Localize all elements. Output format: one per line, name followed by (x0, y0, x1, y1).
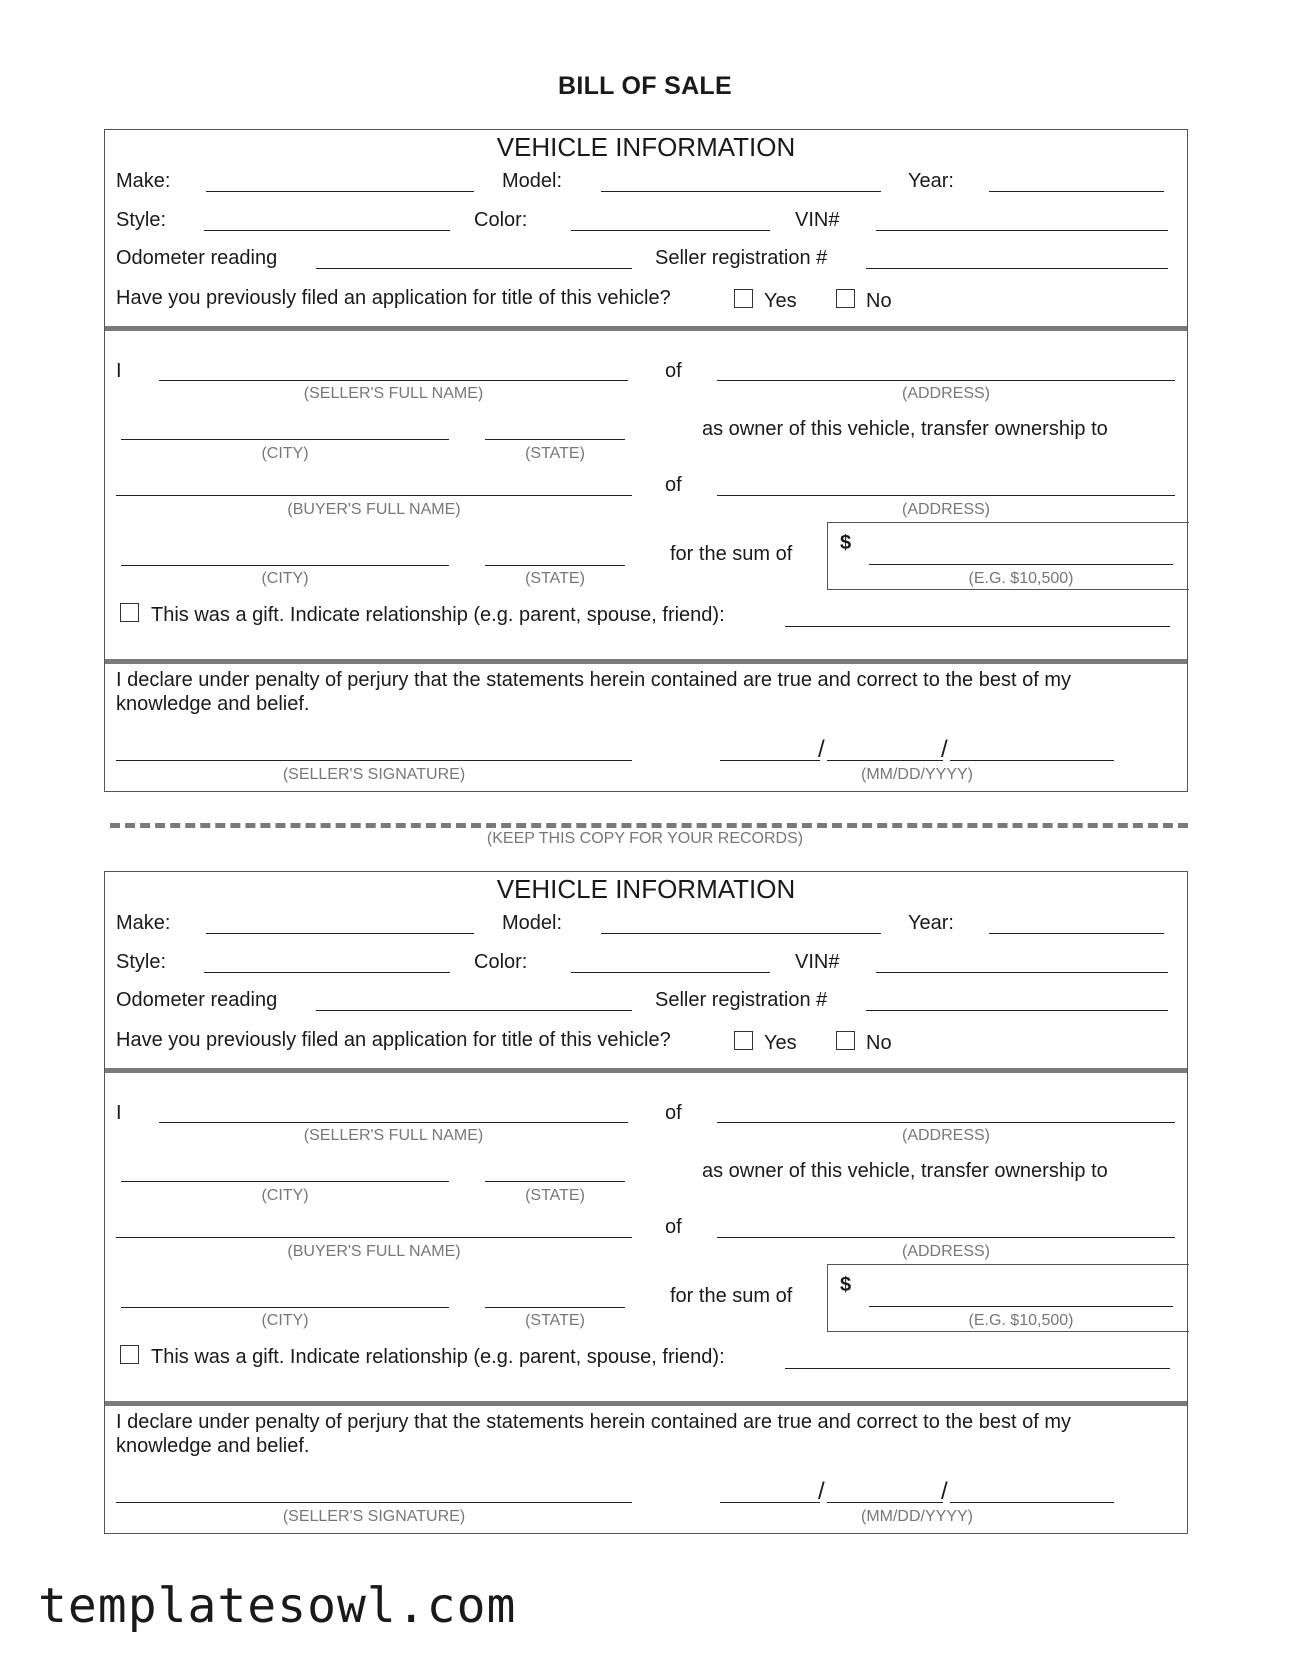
i-label: I (116, 360, 122, 382)
buyer-address-field[interactable] (717, 495, 1175, 496)
year-field[interactable] (989, 933, 1164, 934)
date-slash-1: / (818, 1478, 825, 1505)
buyer-name-caption: (BUYER'S FULL NAME) (287, 501, 461, 518)
seller-signature-caption: (SELLER'S SIGNATURE) (282, 1508, 466, 1525)
vin-field[interactable] (876, 230, 1168, 231)
date-day-field[interactable] (827, 1502, 943, 1503)
gift-relationship-field[interactable] (785, 1368, 1170, 1369)
seller-state-caption: (STATE) (525, 1187, 585, 1204)
buyer-address-caption: (ADDRESS) (901, 1243, 990, 1260)
yes-label: Yes (764, 290, 797, 312)
date-slash-1: / (818, 736, 825, 763)
seller-name-field[interactable] (159, 1122, 628, 1123)
date-year-field[interactable] (950, 1502, 1114, 1503)
buyer-city-field[interactable] (121, 1307, 449, 1308)
odometer-field[interactable] (316, 268, 632, 269)
year-field[interactable] (989, 191, 1164, 192)
yes-checkbox[interactable] (734, 289, 753, 308)
section-divider (105, 1068, 1187, 1073)
cut-line (110, 823, 1188, 828)
sum-label: for the sum of (670, 543, 793, 565)
date-month-field[interactable] (720, 1502, 820, 1503)
no-checkbox[interactable] (836, 289, 855, 308)
model-field[interactable] (601, 191, 881, 192)
bill-of-sale-form-copy (104, 871, 1188, 1534)
sum-label: for the sum of (670, 1285, 793, 1307)
dollar-sign: $ (840, 532, 852, 554)
make-field[interactable] (206, 933, 474, 934)
seller-registration-field[interactable] (866, 268, 1168, 269)
section-divider (105, 326, 1187, 331)
buyer-address-caption: (ADDRESS) (901, 501, 990, 518)
of-label: of (665, 1102, 682, 1124)
buyer-name-field[interactable] (116, 495, 632, 496)
seller-address-field[interactable] (717, 380, 1175, 381)
style-label: Style: (116, 209, 167, 231)
buyer-state-caption: (STATE) (525, 1312, 585, 1329)
declaration-text: I declare under penalty of perjury that the statements herein contained are true and correct to the best of my knowledge and belief. (116, 1411, 1071, 1457)
seller-city-caption: (CITY) (261, 1187, 309, 1204)
sum-box (827, 522, 1189, 590)
model-label: Model: (502, 912, 563, 934)
seller-address-caption: (ADDRESS) (901, 385, 990, 402)
buyer-state-field[interactable] (485, 1307, 625, 1308)
transfer-text: as owner of this vehicle, transfer ownership to (702, 1160, 1108, 1182)
style-field[interactable] (204, 230, 450, 231)
section-title: VEHICLE INFORMATION (496, 874, 796, 904)
color-field[interactable] (571, 230, 770, 231)
declaration-text: I declare under penalty of perjury that the statements herein contained are true and correct to the best of my knowledge and belief. (116, 669, 1071, 715)
bill-of-sale-form (104, 129, 1188, 792)
buyer-state-field[interactable] (485, 565, 625, 566)
make-label: Make: (116, 912, 171, 934)
of-label-2: of (665, 1216, 682, 1238)
section-divider-2 (105, 1401, 1187, 1406)
dollar-sign: $ (840, 1274, 852, 1296)
year-label: Year: (908, 170, 954, 192)
title-question: Have you previously filed an application for title of this vehicle? (116, 1029, 671, 1051)
year-label: Year: (908, 912, 954, 934)
seller-registration-field[interactable] (866, 1010, 1168, 1011)
make-label: Make: (116, 170, 171, 192)
no-label: No (866, 1032, 892, 1054)
date-year-field[interactable] (950, 760, 1114, 761)
seller-address-caption: (ADDRESS) (901, 1127, 990, 1144)
sum-amount-caption: (E.G. $10,500) (968, 570, 1074, 587)
yes-label: Yes (764, 1032, 797, 1054)
seller-city-caption: (CITY) (261, 445, 309, 462)
seller-name-field[interactable] (159, 380, 628, 381)
odometer-label: Odometer reading (116, 247, 278, 269)
seller-name-caption: (SELLER'S FULL NAME) (303, 385, 484, 402)
odometer-label: Odometer reading (116, 989, 278, 1011)
sum-box (827, 1264, 1189, 1332)
title-question: Have you previously filed an application for title of this vehicle? (116, 287, 671, 309)
buyer-state-caption: (STATE) (525, 570, 585, 587)
of-label: of (665, 360, 682, 382)
style-field[interactable] (204, 972, 450, 973)
sum-amount-caption: (E.G. $10,500) (968, 1312, 1074, 1329)
date-caption: (MM/DD/YYYY) (861, 766, 973, 783)
yes-checkbox[interactable] (734, 1031, 753, 1050)
buyer-name-caption: (BUYER'S FULL NAME) (287, 1243, 461, 1260)
date-slash-2: / (941, 1478, 948, 1505)
seller-registration-label: Seller registration # (655, 989, 828, 1011)
date-day-field[interactable] (827, 760, 943, 761)
seller-city-field[interactable] (121, 439, 449, 440)
gift-text: This was a gift. Indicate relationship (e.g. parent, spouse, friend): (151, 1346, 725, 1368)
sum-amount-field[interactable] (869, 1306, 1173, 1307)
color-label: Color: (474, 209, 528, 231)
model-field[interactable] (601, 933, 881, 934)
buyer-name-field[interactable] (116, 1237, 632, 1238)
buyer-city-field[interactable] (121, 565, 449, 566)
gift-checkbox[interactable] (120, 1345, 139, 1364)
seller-name-caption: (SELLER'S FULL NAME) (303, 1127, 484, 1144)
model-label: Model: (502, 170, 563, 192)
i-label: I (116, 1102, 122, 1124)
sum-amount-field[interactable] (869, 564, 1173, 565)
gift-relationship-field[interactable] (785, 626, 1170, 627)
page-title: BILL OF SALE (558, 72, 732, 100)
no-checkbox[interactable] (836, 1031, 855, 1050)
date-caption: (MM/DD/YYYY) (861, 1508, 973, 1525)
buyer-address-field[interactable] (717, 1237, 1175, 1238)
gift-text: This was a gift. Indicate relationship (e.g. parent, spouse, friend): (151, 604, 725, 626)
seller-city-field[interactable] (121, 1181, 449, 1182)
watermark: templatesowl.com (38, 1578, 517, 1634)
style-label: Style: (116, 951, 167, 973)
vin-label: VIN# (795, 951, 840, 973)
transfer-text: as owner of this vehicle, transfer ownership to (702, 418, 1108, 440)
of-label-2: of (665, 474, 682, 496)
seller-signature-field[interactable] (116, 1502, 632, 1503)
color-field[interactable] (571, 972, 770, 973)
keep-copy-note: (KEEP THIS COPY FOR YOUR RECORDS) (486, 830, 804, 847)
buyer-city-caption: (CITY) (261, 570, 309, 587)
gift-checkbox[interactable] (120, 603, 139, 622)
date-slash-2: / (941, 736, 948, 763)
no-label: No (866, 290, 892, 312)
seller-signature-caption: (SELLER'S SIGNATURE) (282, 766, 466, 783)
vin-field[interactable] (876, 972, 1168, 973)
color-label: Color: (474, 951, 528, 973)
seller-registration-label: Seller registration # (655, 247, 828, 269)
seller-state-field[interactable] (485, 1181, 625, 1182)
vin-label: VIN# (795, 209, 840, 231)
odometer-field[interactable] (316, 1010, 632, 1011)
seller-state-caption: (STATE) (525, 445, 585, 462)
seller-state-field[interactable] (485, 439, 625, 440)
section-title: VEHICLE INFORMATION (496, 132, 796, 162)
date-month-field[interactable] (720, 760, 820, 761)
section-divider-2 (105, 659, 1187, 664)
seller-signature-field[interactable] (116, 760, 632, 761)
seller-address-field[interactable] (717, 1122, 1175, 1123)
make-field[interactable] (206, 191, 474, 192)
buyer-city-caption: (CITY) (261, 1312, 309, 1329)
